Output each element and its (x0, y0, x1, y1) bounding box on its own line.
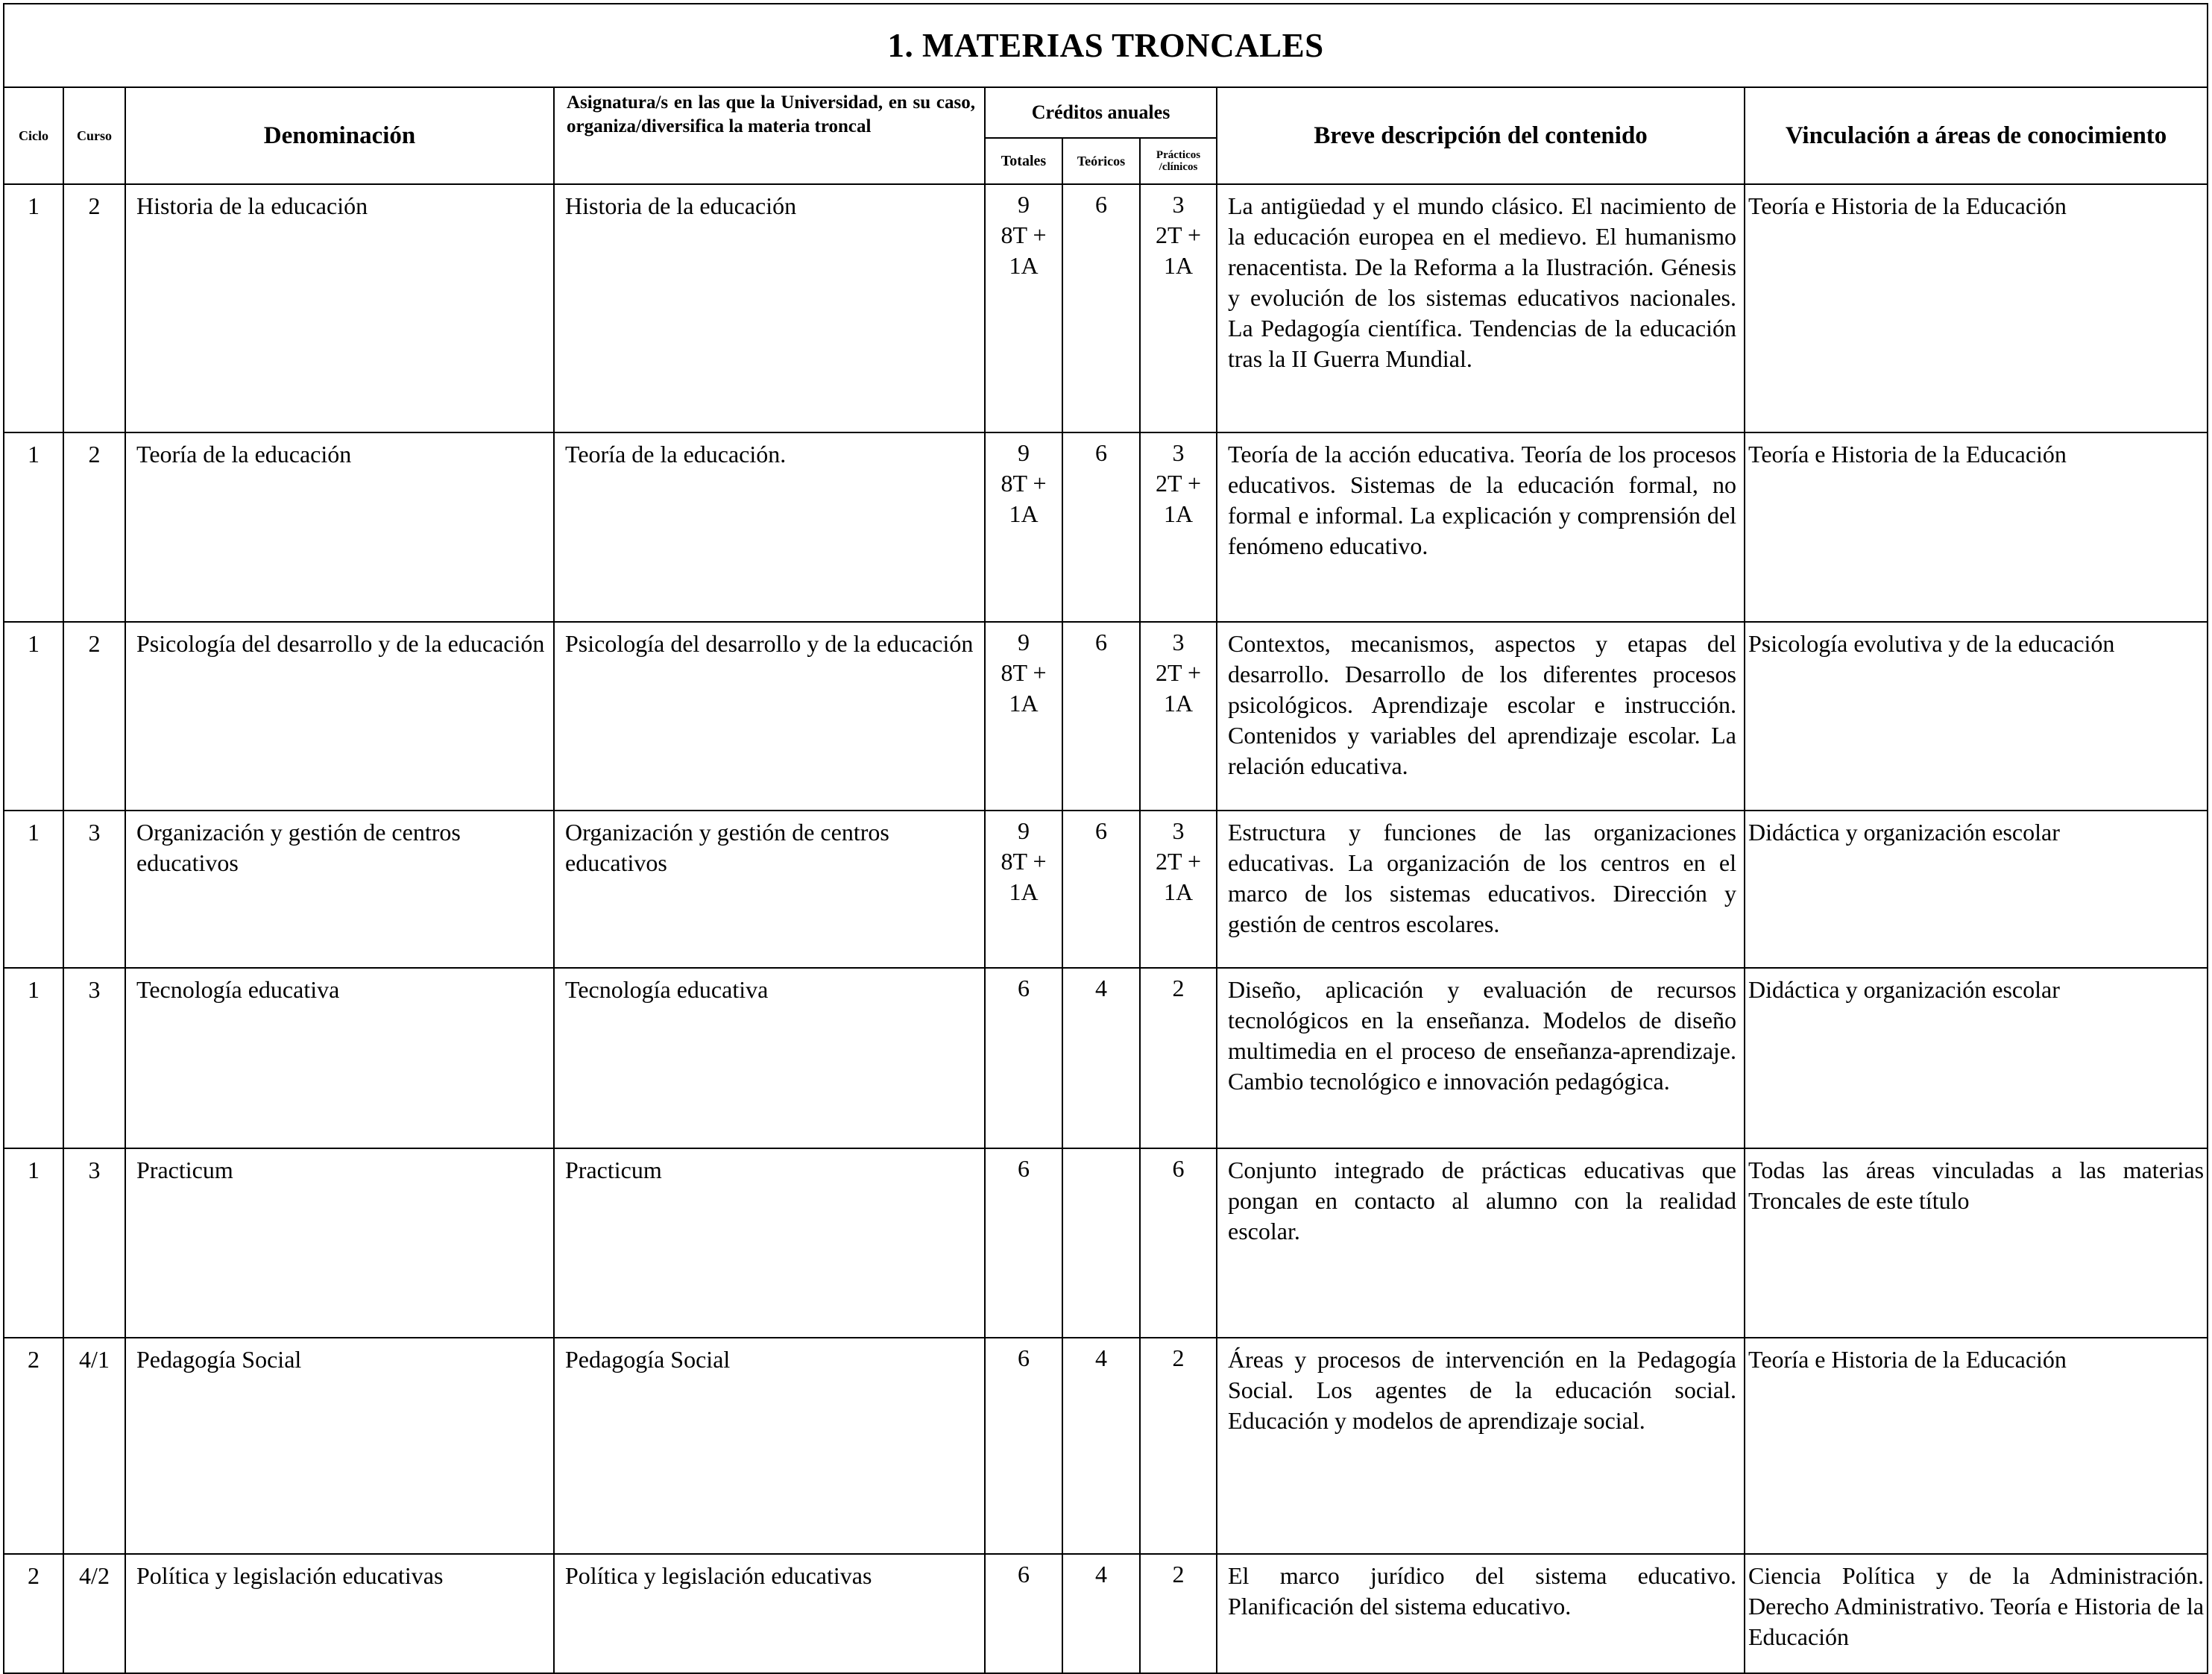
cell-creditos-totales-line: 9 (1018, 191, 1030, 218)
header-denominacion: Denominación (125, 87, 554, 184)
cell-creditos-totales (985, 811, 1062, 968)
cell-asignatura: Teoría de la educación. (554, 432, 985, 622)
cell-creditos-practicos (1140, 1148, 1217, 1338)
cell-curso: 2 (63, 184, 125, 432)
cell-creditos-totales (985, 1554, 1062, 1673)
cell-denominacion: Practicum (125, 1148, 554, 1338)
cell-ciclo: 1 (4, 622, 63, 811)
cell-creditos-teoricos (1062, 1148, 1140, 1338)
header-curso: Curso (63, 87, 125, 184)
cell-creditos-totales (985, 1148, 1062, 1338)
table-row (4, 184, 2208, 432)
cell-creditos-totales-line: 6 (1018, 1155, 1030, 1182)
cell-ciclo: 1 (4, 1148, 63, 1338)
cell-creditos-totales-line: 8T + (1001, 470, 1047, 497)
cell-denominacion: Teoría de la educación (125, 432, 554, 622)
cell-ciclo: 1 (4, 432, 63, 622)
cell-creditos-practicos-line: 2T + (1155, 659, 1201, 686)
cell-creditos-practicos-line: 2 (1172, 1561, 1185, 1588)
cell-vinculacion: Teoría e Historia de la Educación (1745, 1338, 2208, 1554)
cell-creditos-practicos (1140, 1338, 1217, 1554)
cell-denominacion: Historia de la educación (125, 184, 554, 432)
cell-descripcion: El marco jurídico del sistema educativo. Planificación del sistema educativo. (1217, 1554, 1745, 1673)
document-sheet (3, 3, 2207, 1670)
table-row (4, 1338, 2208, 1554)
header-practicos-line1: Prácticos (1156, 149, 1201, 161)
cell-creditos-teoricos: 4 (1062, 1554, 1140, 1673)
cell-creditos-totales-line: 1A (1009, 252, 1039, 279)
cell-vinculacion: Didáctica y organización escolar (1745, 968, 2208, 1148)
cell-vinculacion: Didáctica y organización escolar (1745, 811, 2208, 968)
table-row (4, 968, 2208, 1148)
table-row (4, 811, 2208, 968)
cell-descripcion: Contextos, mecanismos, aspectos y etapas del desarrollo. Desarrollo de los diferentes procesos psicológicos. Aprendizaje escolar e instrucción. Contenidos y variables del aprendizaje escolar. La relación educativa. (1217, 622, 1745, 811)
cell-creditos-teoricos: 6 (1062, 432, 1140, 622)
cell-descripcion: Estructura y funciones de las organizaciones educativas. La organización de los centros en el marco de los sistemas educativos. Dirección y gestión de centros escolares. (1217, 811, 1745, 968)
cell-creditos-totales-line: 1A (1009, 690, 1039, 717)
cell-creditos-totales-line: 6 (1018, 975, 1030, 1001)
page-title: 1. MATERIAS TRONCALES (4, 4, 2208, 87)
cell-asignatura: Pedagogía Social (554, 1338, 985, 1554)
cell-creditos-totales-line: 9 (1018, 439, 1030, 466)
cell-curso: 2 (63, 622, 125, 811)
cell-creditos-teoricos: 6 (1062, 811, 1140, 968)
cell-vinculacion: Psicología evolutiva y de la educación (1745, 622, 2208, 811)
table-body (4, 184, 2208, 1673)
cell-curso: 3 (63, 811, 125, 968)
cell-creditos-teoricos: 4 (1062, 1338, 1140, 1554)
header-vinculacion: Vinculación a áreas de conocimiento (1745, 87, 2208, 184)
cell-creditos-practicos (1140, 622, 1217, 811)
cell-creditos-totales-line: 6 (1018, 1561, 1030, 1588)
header-totales: Totales (985, 138, 1062, 184)
table-row (4, 432, 2208, 622)
cell-curso: 3 (63, 1148, 125, 1338)
header-descripcion: Breve descripción del contenido (1217, 87, 1745, 184)
cell-creditos-totales-line: 1A (1009, 878, 1039, 905)
cell-creditos-totales (985, 432, 1062, 622)
cell-creditos-practicos-line: 3 (1172, 817, 1185, 844)
cell-creditos-teoricos: 4 (1062, 968, 1140, 1148)
header-creditos-anuales: Créditos anuales (985, 87, 1217, 138)
cell-denominacion: Tecnología educativa (125, 968, 554, 1148)
cell-creditos-practicos-line: 2T + (1155, 470, 1201, 497)
cell-asignatura: Practicum (554, 1148, 985, 1338)
cell-denominacion: Organización y gestión de centros educativos (125, 811, 554, 968)
cell-creditos-practicos (1140, 432, 1217, 622)
cell-denominacion: Psicología del desarrollo y de la educación (125, 622, 554, 811)
cell-curso: 2 (63, 432, 125, 622)
cell-creditos-practicos-line: 3 (1172, 629, 1185, 655)
cell-curso: 3 (63, 968, 125, 1148)
cell-descripcion: La antigüedad y el mundo clásico. El nacimiento de la educación europea en el medievo. El humanismo renacentista. De la Reforma a la Ilustración. Génesis y evolución de los sistemas educativos nacionales. La Pedagogía científica. Tendencias de la educación tras la II Guerra Mundial. (1217, 184, 1745, 432)
header-teoricos: Teóricos (1062, 138, 1140, 184)
cell-asignatura: Psicología del desarrollo y de la educación (554, 622, 985, 811)
cell-descripcion: Áreas y procesos de intervención en la Pedagogía Social. Los agentes de la educación social. Educación y modelos de aprendizaje social. (1217, 1338, 1745, 1554)
cell-vinculacion: Ciencia Política y de la Administración. Derecho Administrativo. Teoría e Historia de la Educación (1745, 1554, 2208, 1673)
header-ciclo: Ciclo (4, 87, 63, 184)
cell-creditos-totales (985, 184, 1062, 432)
cell-denominacion: Pedagogía Social (125, 1338, 554, 1554)
cell-asignatura: Historia de la educación (554, 184, 985, 432)
cell-denominacion: Política y legislación educativas (125, 1554, 554, 1673)
cell-descripcion: Conjunto integrado de prácticas educativas que pongan en contacto al alumno con la realidad escolar. (1217, 1148, 1745, 1338)
cell-creditos-totales-line: 8T + (1001, 848, 1047, 875)
cell-creditos-teoricos: 6 (1062, 184, 1140, 432)
cell-asignatura: Política y legislación educativas (554, 1554, 985, 1673)
cell-creditos-teoricos: 6 (1062, 622, 1140, 811)
cell-creditos-practicos (1140, 184, 1217, 432)
cell-creditos-totales (985, 1338, 1062, 1554)
cell-creditos-practicos-line: 3 (1172, 191, 1185, 218)
cell-creditos-totales-line: 6 (1018, 1344, 1030, 1371)
cell-creditos-practicos-line: 1A (1163, 878, 1194, 905)
cell-ciclo: 2 (4, 1338, 63, 1554)
cell-creditos-practicos (1140, 968, 1217, 1148)
cell-curso: 4/2 (63, 1554, 125, 1673)
header-practicos (1140, 138, 1217, 184)
cell-creditos-totales-line: 9 (1018, 629, 1030, 655)
cell-creditos-totales-line: 9 (1018, 817, 1030, 844)
cell-curso: 4/1 (63, 1338, 125, 1554)
cell-creditos-totales-line: 1A (1009, 500, 1039, 527)
cell-creditos-practicos-line: 2T + (1155, 848, 1201, 875)
header-practicos-line2: /clínicos (1159, 161, 1198, 173)
table-row (4, 622, 2208, 811)
cell-creditos-totales (985, 968, 1062, 1148)
cell-ciclo: 2 (4, 1554, 63, 1673)
cell-asignatura: Tecnología educativa (554, 968, 985, 1148)
cell-creditos-practicos-line: 3 (1172, 439, 1185, 466)
cell-creditos-totales (985, 622, 1062, 811)
cell-ciclo: 1 (4, 811, 63, 968)
cell-ciclo: 1 (4, 968, 63, 1148)
cell-creditos-practicos-line: 1A (1163, 500, 1194, 527)
cell-creditos-practicos-line: 2 (1172, 1344, 1185, 1371)
materias-troncales-table (3, 3, 2208, 1674)
cell-asignatura: Organización y gestión de centros educativos (554, 811, 985, 968)
cell-creditos-practicos (1140, 811, 1217, 968)
cell-descripcion: Diseño, aplicación y evaluación de recursos tecnológicos en la enseñanza. Modelos de diseño multimedia en el proceso de enseñanza-aprendizaje. Cambio tecnológico e innovación pedagógica. (1217, 968, 1745, 1148)
table-row (4, 1554, 2208, 1673)
cell-creditos-practicos-line: 2 (1172, 975, 1185, 1001)
cell-creditos-practicos-line: 6 (1172, 1155, 1185, 1182)
cell-ciclo: 1 (4, 184, 63, 432)
cell-creditos-practicos-line: 2T + (1155, 221, 1201, 248)
cell-creditos-practicos-line: 1A (1163, 690, 1194, 717)
cell-creditos-totales-line: 8T + (1001, 221, 1047, 248)
cell-creditos-practicos (1140, 1554, 1217, 1673)
cell-vinculacion: Teoría e Historia de la Educación (1745, 184, 2208, 432)
table-row (4, 1148, 2208, 1338)
cell-creditos-practicos-line: 1A (1163, 252, 1194, 279)
cell-vinculacion: Todas las áreas vinculadas a las materias Troncales de este título (1745, 1148, 2208, 1338)
cell-creditos-totales-line: 8T + (1001, 659, 1047, 686)
cell-descripcion: Teoría de la acción educativa. Teoría de los procesos educativos. Sistemas de la educación formal, no formal e informal. La explicación y comprensión del fenómeno educativo. (1217, 432, 1745, 622)
cell-vinculacion: Teoría e Historia de la Educación (1745, 432, 2208, 622)
header-asignatura: Asignatura/s en las que la Universidad, en su caso, organiza/diversifica la materia troncal (554, 87, 985, 184)
